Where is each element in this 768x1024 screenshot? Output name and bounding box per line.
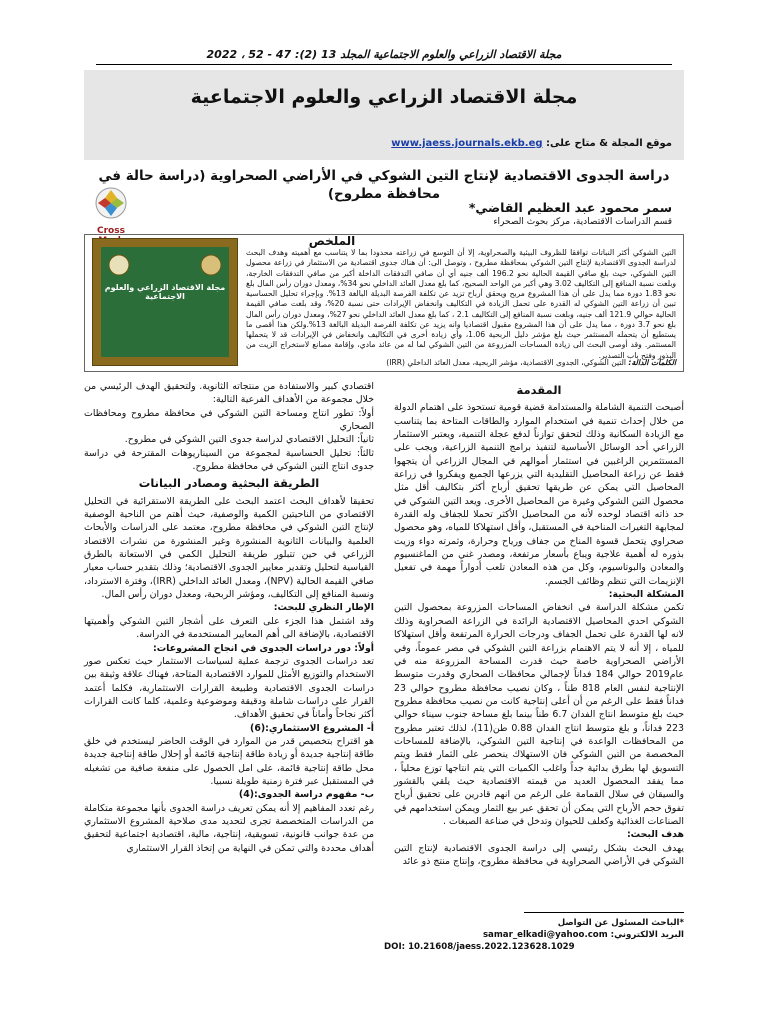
right-column <box>394 380 684 868</box>
framework-paragraph: وقد اشتمل هذا الجزء على التعرف على أشجار التين الشوكي وأهميتها الاقتصادية، بالإضافة الى أهم المعايير المستخدمة في الدراسة. <box>84 615 374 641</box>
cover-title: مجلة الاقتصاد الزراعي والعلوم الاجتماعية <box>104 283 226 301</box>
abstract-heading: الملخص <box>308 234 356 248</box>
goal-item-2: ثانياً: التحليل الاقتصادي لدراسة جدوى التين الشوكي في مطروح. <box>124 434 374 446</box>
feasibility-concept-paragraph: رغم تعدد المفاهيم إلا أنه يمكن تعريف دراسة الجدوى بأنها مجموعة متكاملة من الدراسات المتخصصة تجرى لتحديد مدى صلاحية المشروع الاستثماري من عدة جوانب قانونية، تسويقية، إنتاجية، مالية، اقتصادية اجتماعية لتحقيق أهداف محددة والتي تمكن في النهاية من إتخاذ القرار الاستثماري <box>84 802 374 854</box>
investment-project-paragraph: هو اقتراح بتخصيص قدر من الموارد في الوقت الحاضر ليستخدم في خلق طاقة إنتاجية جديدة أو زيادة طاقة إنتاجية قائمة أو إحلال طاقة إنتاجية جديدة محل طاقة إنتاجية قائمة، على امل الحصول على منفعة صافية من تشغيله في المستقبل عبر فترة زمنية طويلة نسبيا. <box>84 735 374 787</box>
journal-title: مجلة الاقتصاد الزراعي والعلوم الاجتماعية <box>190 86 578 108</box>
site-label: موقع المجلة & متاح على: <box>546 138 672 149</box>
university-logo-icon <box>199 253 223 277</box>
author-affiliation: قسم الدراسات الاقتصادية، مركز بحوث الصحراء <box>493 217 672 227</box>
crossmark-icon <box>94 186 128 220</box>
goal-paragraph: يهدف البحث بشكل رئيسي إلى دراسة الجدوى الاقتصادية لإنتاج التين الشوكي في الأراضي الصحراوية في محافظة مطروح، وإنتاج منتج ذو عائد <box>394 842 684 868</box>
first-paragraph: تعد دراسات الجدوى ترجمة عملية لسياسات الاستثمار حيث تعكس صور الاستخدام والتوزيع الأمثل للموارد الاقتصادية المتاحة، فهناك علاقة وثيقة بين دراسات الجدوى الاقتصادية وطبيعة القرارات الاستثمارية، فكلما أعتمد القرار على دراسات شاملة ودقيقة وموضوعية وعلمية، كلما كانت القرارات أكثر نجاحاً وأماناً في تحقيق الأهداف. <box>84 655 374 721</box>
faculty-logo-icon <box>107 253 131 277</box>
goal-item-3: ثالثاً: تحليل الحساسية لمجموعة من السيناريوهات المقترحة في دراسة جدوى انتاج التين الشوكي في محافظة مطروح. <box>84 447 374 473</box>
keywords-line <box>246 358 676 367</box>
keywords-label: الكلمات الدالة: <box>628 358 676 367</box>
journal-url-link[interactable]: www.jaess.journals.ekb.eg <box>391 138 543 149</box>
feasibility-concept-subheading: ب- مفهوم دراسة الجدوى:(4) <box>238 789 374 801</box>
paper-title: دراسة الجدوى الاقتصادية لإنتاج التين الشوكي في الأراضي الصحراوية (دراسة حالة في محافظة مطروح) <box>98 168 670 202</box>
problem-paragraph: تكمن مشكلة الدراسة في انخفاض المساحات المزروعة بمحصول التين الشوكي احدي المحاصيل الاقتصادية الرائدة في الزراعة الصحراوية وذلك لانه لها القدرة على تحمل الجفاف ودرجات الحرارة المرتفعة وأقل استهلاكا للمياه ، إلا أنه لا يتم الاهتمام بزراعة التين الشوكي في مصر عموماً، وفي الأراضي الصحراوية خاصة حيث قدرت المساحة المزروعة منه في عام2019 حوالي 184 فداناً لإجمالي محافظات الصحاري وقدرت متوسط الإنتاجية لنفس العام 818 طناً ، وكان نصيب محافظة مطروح حوالي 23 فداناً فقط على الرغم من أن أعلى إنتاجية كانت من نصيب محافظة مطروح حيث بلغ متوسط انتاج الفدان 6.7 طناً بينما بلغ مساحة جنوب سيناء حوالي 223 فداناً، و بلغ متوسط انتاج الفدان 0.88 طن(11)، لذلك تعتبر مطروح من المحافظات الواعدة في إنتاجية التين الشوكي، بالإضافة للمساحات المخصصة من التين الشوكي فان الاستهلاك ينحصر على الثمار فقط ويتم التسويق لها بطرق بدائية جداً واغلب الكميات التي يتم انتاجها توزع محلياً ، مما يفقد المحصول العديد من قيمته الاقتصادية حيث يلقي بالقشور والسيقان في سلال القمامة على الرغم من انهم قادرين على تحقيق أرباح تفوق حجم الأرباح التي يمكن أن تحقق عبر بيع الثمار ويمكن استخدامهم في الصناعات الغذائية وكعلف للحيوان وتدخل في صناعة الصبغات . <box>394 602 685 827</box>
journal-cover-image <box>92 238 238 366</box>
left-column <box>84 380 374 855</box>
intro-heading: المقدمة <box>516 383 562 397</box>
footnote-divider <box>524 912 684 913</box>
cover-panel <box>101 247 229 357</box>
investment-project-subheading: أ- المشروع الاستثماري:(6) <box>250 722 374 734</box>
framework-heading: الإطار النظري للبحث: <box>273 602 374 614</box>
problem-heading: المشكلة البحثية: <box>608 589 684 601</box>
doi-line[interactable]: DOI: 10.21608/jaess.2022.123628.1029 <box>384 941 575 952</box>
goal-continuation: اقتصادي كبير والاستفادة من منتجاته الثانوية. ولتحقيق الهدف الرئيسي من خلال مجموعة من الأهداف الفرعية التالية: <box>84 381 374 406</box>
goal-item-1: أولاً: تطور انتاج ومساحة التين الشوكي في محافظة مطروح ومحافظات الصحاري <box>84 407 374 433</box>
first-subheading: أولاً: دور دراسات الجدوى في انجاح المشروعات: <box>153 642 374 654</box>
method-paragraph: تحقيقا لأهداف البحث اعتمد البحث على الطريقة الاستقرائية في التحليل الاقتصادي من الناحيتين الكمية والوصفية، حيث أهتم من الناحية الوصفية لإنتاج التين الشوكي في محافظة مطروح، معتمد على الدراسات والأبحاث العلمية والبيانات الثانوية المنشورة وغير المنشورة من نشرات الاقتصاد الزراعي في حين تتبلور طريقة التحليل الكمي في الاستعانة بالطرق القياسية لتحليل وتقدير معايير الجدوى الاقتصادية؛ وذلك بتقدير حساب معيار صافي القيمة الحالية (NPV)، ومعدل العائد الداخلي (IRR)، وفترة الاسترداد، ونسبة المنافع إلى التكاليف، ومؤشر الربحية، ومعدل دوران رأس المال. <box>84 495 374 601</box>
intro-paragraph: أصبحت التنمية الشاملة والمستدامة قضية قومية تستحوذ على اهتمام الدولة من خلال إحداث تنمية في استخدام الموارد والطاقات المتاحة بما يتناسب مع الزيادة السكانية وذلك لتحقق توازناً لدفع عجلة التنمية، ويعتبر الاستثمار الزراعي أحد الوسائل الأساسية لتنفيذ برامج التنمية الزراعية، ويجب على المستثمرين الراغبين في استثمار أموالهم في المجال الزراعي أن يتجهوا فقط عن زراعة المحاصيل التقليدية التي يزرعها الجميع ويفكروا في زراعة المحاصيل التي يمكن عن طريقها تحقيق أرباح أكثر بتكاليف أقل مثل محصول التين الشوكي وغيرة من المحاصيل الأخرى. ويعد التين الشوكي في حد ذاته اقتصاد لوحده لأنه من المحاصيل الأكثر تحملا للجفاف وله القدرة لمجابهة التغيرات المناخية في المستقبل، وأقل استهلاكا للمياه، وهو محصول صحراوي يتحمل قسوة المناخ من جفاف ورياح وحرارة، وثمرته دواء وزيت بذوره له أهمية علاجية ويباع بأسعار مرتفعة، ومصدر غني من الماغنسيوم والمعادن والبوتاسيوم، وكل من هذه المعادن تلعب أدواراً مهمة في تفعيل الإنزيمات التي تنظم وظائف الجسم. <box>394 402 684 587</box>
corresponding-footnote <box>384 918 684 954</box>
goal-heading: هدف البحث: <box>626 829 684 841</box>
journal-citation: مجلة الاقتصاد الزراعي والعلوم الاجتماعية المجلد 13 (2): 47 - 52 ، 2022 <box>206 48 562 61</box>
corresponding-author-note: *الباحث المسئول عن التواصل <box>557 918 684 928</box>
abstract-text: التين الشوكي أكثر النباتات توافقا للظروف البيئية والصحراوية، إلا أن التوسع في زراعته محدودا بما لا يتناسب مع أهميته وهدف البحث لدراسة الجدوى الاقتصادية لإنتاج التين الشوكي بمحافظة مطروح ، وتوصل الى: أن هناك جدوى اقتصادية من الاستثمار في زراعة محصول التين الشوكي، حيث بلغ صافي القيمة الحالية نحو 196.2 ألف جنيه أي أن صافي التدفقات الداخلة أكبر من صافي التدفقات الخارجة، وبلغت نسبة المنافع إلى التكاليف 3.02 وهي أكبر من الواحد الصحيح، كما بلغ معدل العائد الداخلي نحو 34%، ومعدل دوران رأس المال بلغ نحو 1.83 دورة مما يدل على أن هذا المشروع مربح ويحقق أرباح تزيد عن تكلفة الفرصة البديلة البالغة 13%. وبإجراء تحليل الحساسية تبين أن زراعة التين الشوكي له القدرة على تحمل الزيادة في التكاليف وانخفاض الإيرادات حتى نسبة 20%، وقد بلغت صافي القيمة الحالية حوالي 121.9 ألف جنيه، وبلغت نسبة المنافع إلى التكاليف 2.1 ، كما بلغ معدل العائد الداخلي نحو 27%، ومعدل دوران رأس المال بلغ نحو 3.7 دورة ، مما يدل على أن هذا المشروع مقبول اقتصاديا وانه يزيد عن تكلفة الفرصة البديلة البالغة 13%.ولكن هذا أقصى ما يستطيع أن يتحمله المستثمر حيث بلغ مؤشر دليل الربحية 1.06، وأي زيادة أخرى في التكاليف وانخفاض في الإيرادات قد لا يتحملها المستثمر. وقد أوصى البحث الى زيادة المساحات المزروعة من التين الشوكي لما له من عائد مادي، وإقامة مصانع لاستخراج الزيت من البذور وفتح باب التصدير. <box>246 248 676 360</box>
author-name: سمر محمود عبد العظيم القاضي* <box>468 200 672 215</box>
keywords-text: التين الشوكي، الجدوى الاقتصادية، مؤشر الربحية، معدل العائد الداخلي (IRR) <box>386 358 626 367</box>
journal-site-line <box>391 138 672 149</box>
email-line[interactable]: البريد الالكتروني: samar_elkadi@yahoo.com <box>482 929 684 940</box>
method-heading: الطريقة البحثية ومصادر البيانات <box>138 476 320 491</box>
header-divider <box>96 64 672 65</box>
crossmark-label: Cross <box>97 226 125 236</box>
